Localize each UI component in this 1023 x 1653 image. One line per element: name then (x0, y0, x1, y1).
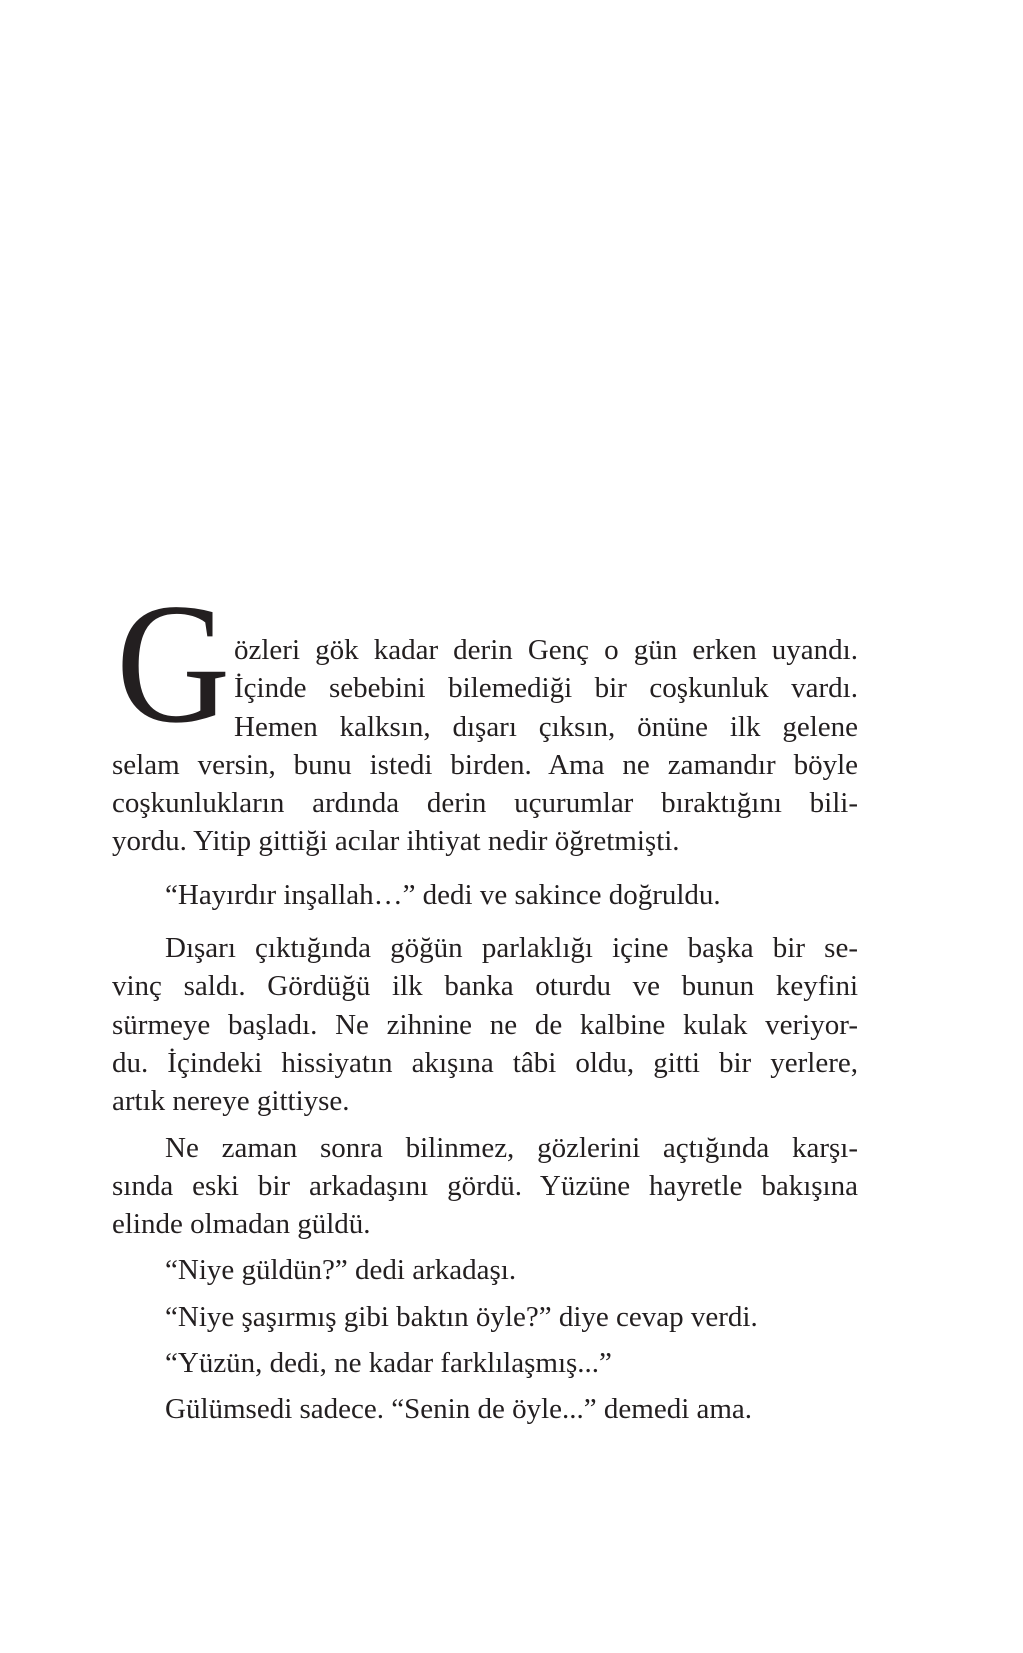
story-text (112, 631, 858, 1429)
text-line: artık nereye gittiyse. (112, 1085, 350, 1118)
text-line: “Yüzün, dedi, ne kadar farklılaşmış...” (165, 1347, 612, 1380)
text-line: vinç saldı. Gördüğü ilk banka oturdu ve bunun keyfini (112, 970, 858, 1003)
text-line: Ne zaman sonra bilinmez, gözlerini açtığında karşı- (165, 1131, 858, 1164)
drop-cap: G (116, 569, 231, 759)
paragraph (112, 876, 858, 914)
paragraph (112, 1390, 858, 1428)
text-line: sında eski bir arkadaşını gördü. Yüzüne hayretle bakışına (112, 1169, 858, 1202)
text-line: du. İçindeki hissiyatın akışına tâbi oldu, gitti bir yerlere, (112, 1046, 858, 1079)
text-line: sürmeye başladı. Ne zihnine ne de kalbine kulak veriyor- (112, 1008, 858, 1041)
text-line: özleri gök kadar derin Genç o gün erken uyandı. (234, 634, 858, 666)
paragraph (112, 1129, 858, 1244)
text-line: selam versin, bunu istedi birden. Ama ne zamandır böyle (112, 748, 858, 781)
text-line: Hemen kalksın, dışarı çıksın, önüne ilk gelene (234, 710, 858, 743)
text-line: “Niye şaşırmış gibi baktın öyle?” diye cevap verdi. (165, 1300, 758, 1333)
paragraph (112, 1298, 858, 1336)
text-line: “Hayırdır inşallah…” dedi ve sakince doğruldu. (165, 878, 721, 911)
text-line: Dışarı çıktığında göğün parlaklığı içine başka bir se- (165, 932, 858, 965)
text-line: İçinde sebebini bilemediği bir coşkunluk vardı. (234, 672, 858, 705)
paragraph (112, 1251, 858, 1289)
paragraph (112, 1344, 858, 1382)
paragraph (112, 929, 858, 1120)
text-line: “Niye güldün?” dedi arkadaşı. (165, 1254, 517, 1287)
text-line: yordu. Yitip gittiği acılar ihtiyat nedir öğretmişti. (112, 825, 680, 858)
text-line: Gülümsedi sadece. “Senin de öyle...” demedi ama. (165, 1393, 753, 1426)
paragraph (112, 631, 858, 861)
text-line: elinde olmadan güldü. (112, 1208, 371, 1241)
text-line: coşkunlukların ardında derin uçurumlar bıraktığını bili- (112, 787, 858, 820)
